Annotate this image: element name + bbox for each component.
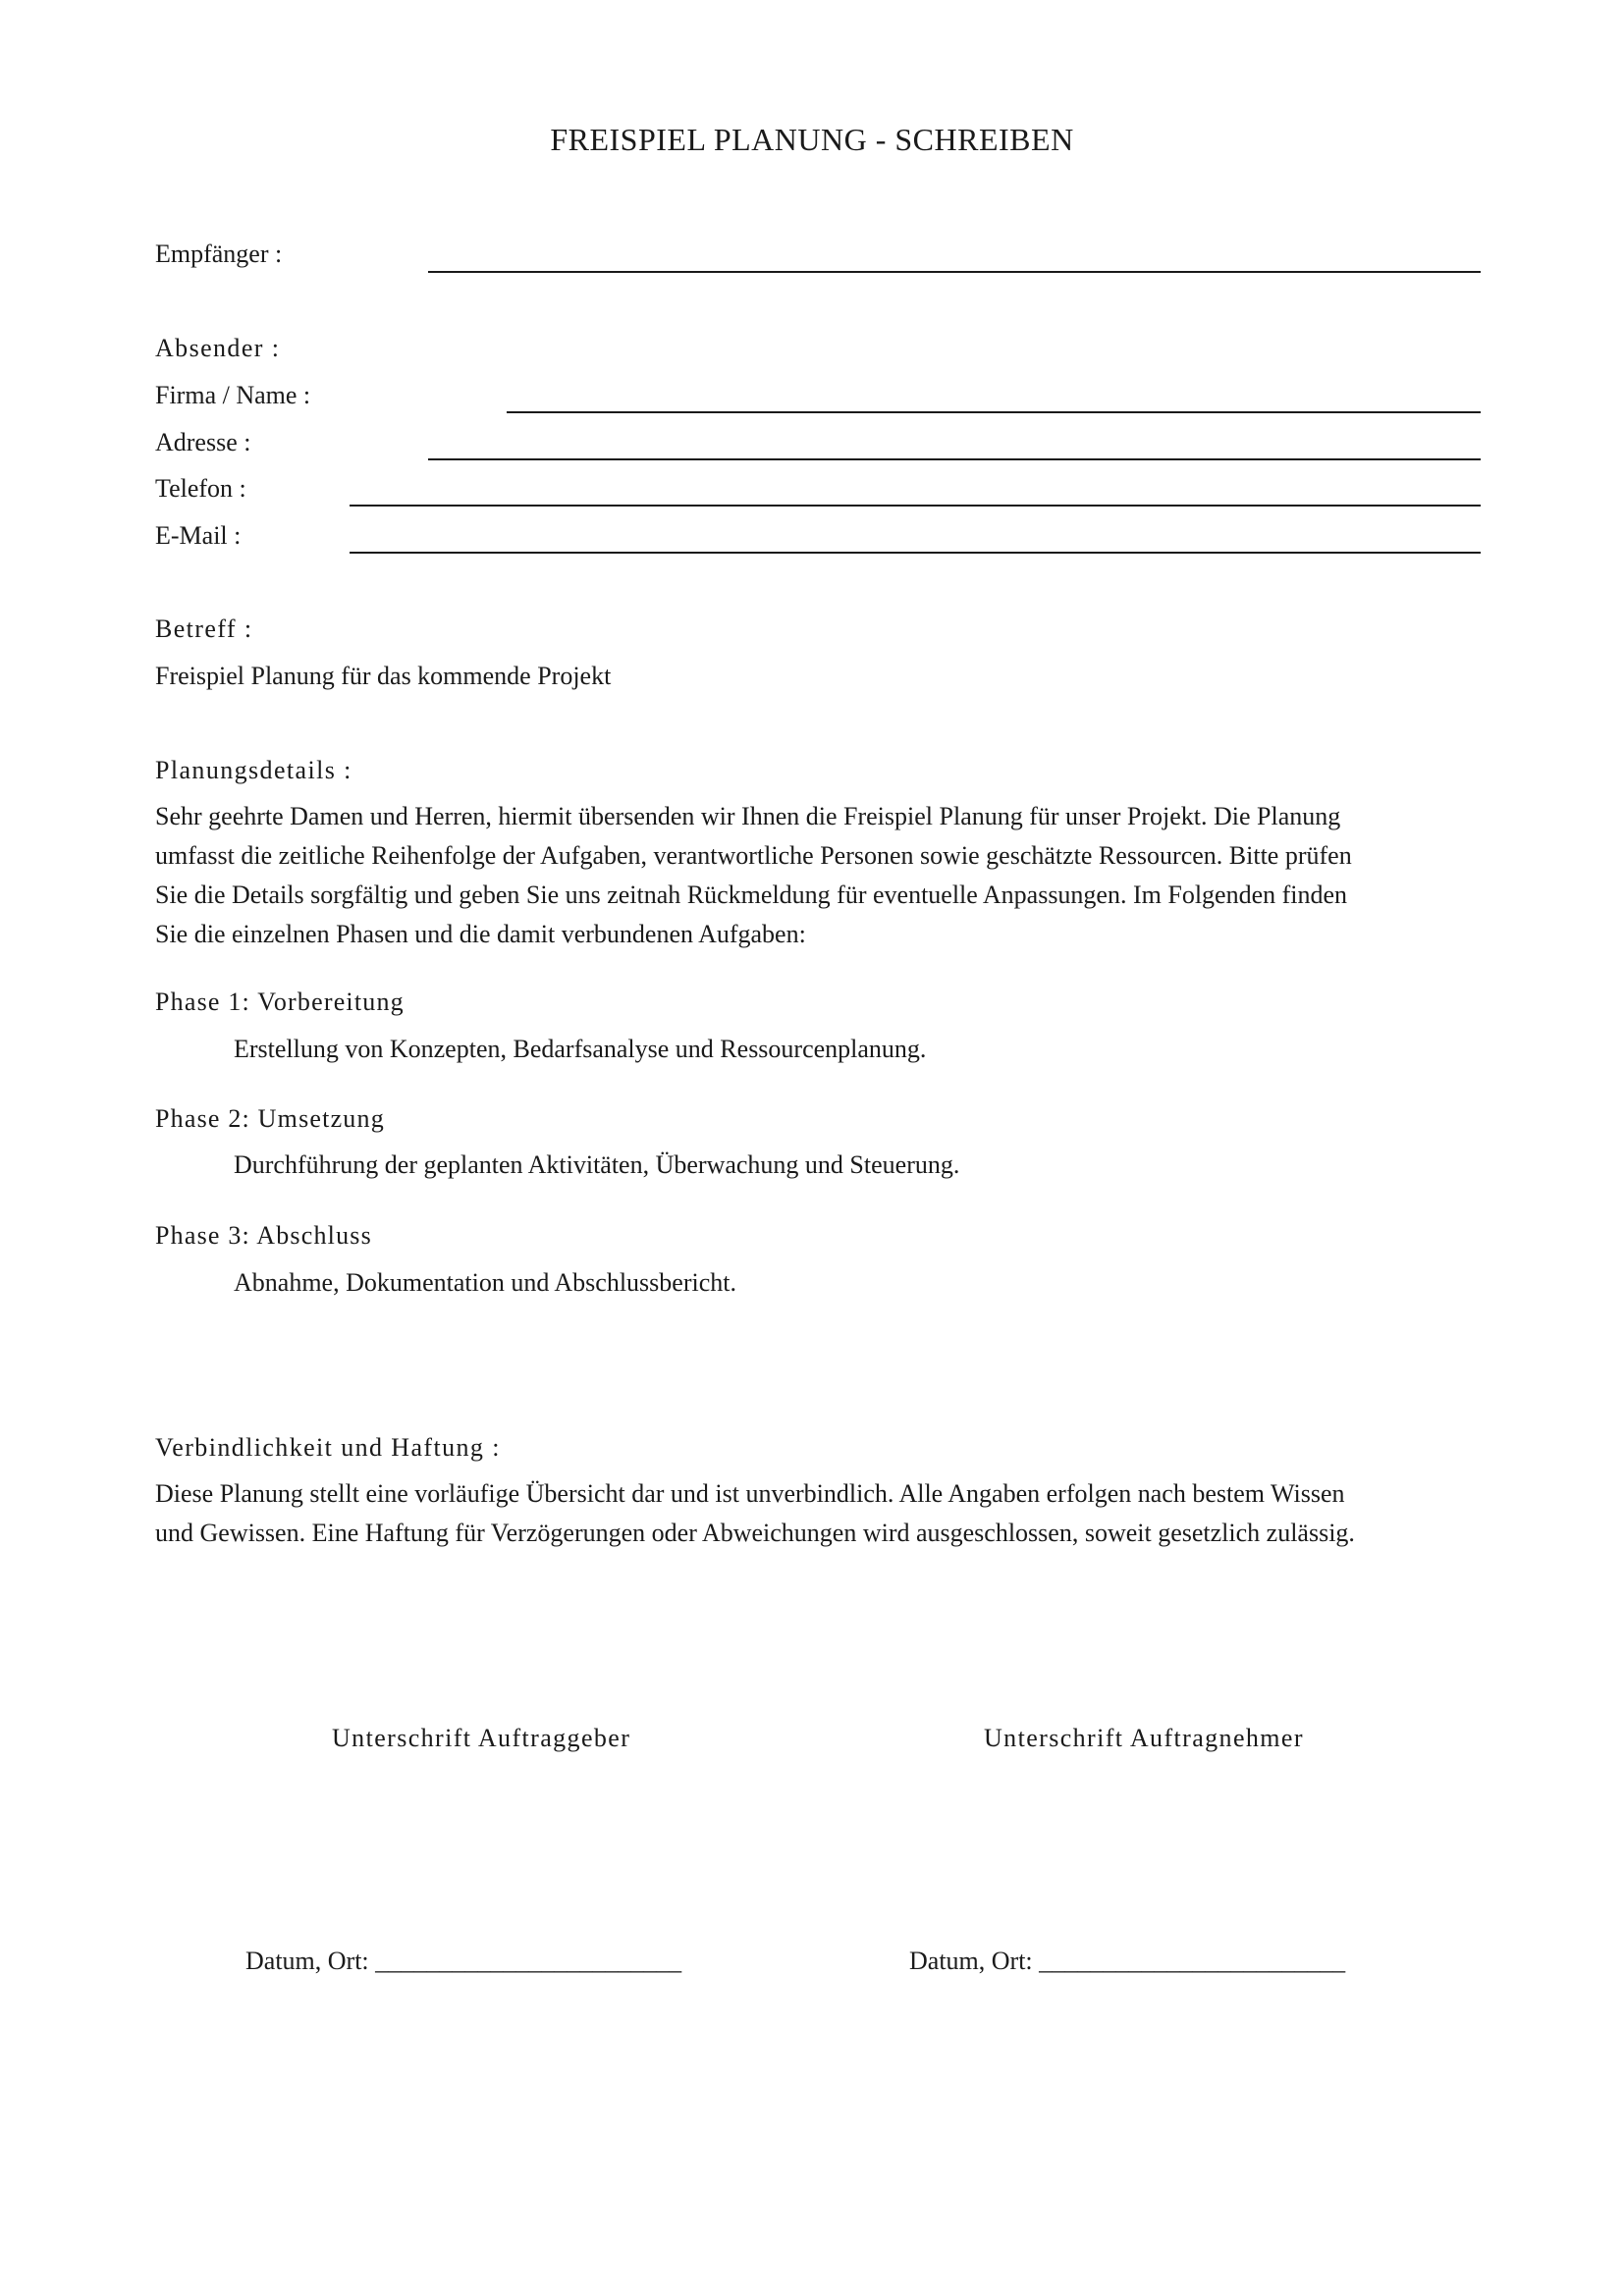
liability-paragraph <box>155 1474 1481 1553</box>
phase-3-title: Phase 3: Abschluss <box>155 1221 372 1250</box>
recipient-line <box>428 271 1481 273</box>
client-signature-label: Unterschrift Auftraggeber <box>332 1724 631 1752</box>
liability-heading: Verbindlichkeit und Haftung : <box>155 1433 501 1462</box>
phone-line <box>350 505 1481 507</box>
details-line: Sie die einzelnen Phasen und die damit verbundenen Aufgaben: <box>155 920 806 948</box>
client-date-place-field: Datum, Ort: ________________________ <box>245 1947 682 1975</box>
phase-1-title: Phase 1: Vorbereitung <box>155 988 405 1016</box>
phase-2-description: Durchführung der geplanten Aktivitäten, Überwachung und Steuerung. <box>234 1150 960 1179</box>
email-label: E-Mail : <box>155 521 242 550</box>
details-line: Sie die Details sorgfältig und geben Sie uns zeitnah Rückmeldung für eventuelle Anpassungen. Im Folgenden finden <box>155 881 1348 909</box>
details-line: Sehr geehrte Damen und Herren, hiermit übersenden wir Ihnen die Freispiel Planung für unser Projekt. Die Planung <box>155 802 1341 830</box>
details-line: umfasst die zeitliche Reihenfolge der Aufgaben, verantwortliche Personen sowie geschätzte Ressourcen. Bitte prüfen <box>155 841 1352 870</box>
details-paragraph <box>155 797 1481 954</box>
contractor-signature-label: Unterschrift Auftragnehmer <box>984 1724 1304 1752</box>
document-title: FREISPIEL PLANUNG - SCHREIBEN <box>550 122 1074 157</box>
phase-2-title: Phase 2: Umsetzung <box>155 1104 385 1133</box>
email-line <box>350 552 1481 554</box>
phase-3-description: Abnahme, Dokumentation und Abschlussbericht. <box>234 1268 736 1297</box>
subject-heading: Betreff : <box>155 614 253 643</box>
phone-label: Telefon : <box>155 474 246 503</box>
sender-heading: Absender : <box>155 334 281 362</box>
details-heading: Planungsdetails : <box>155 756 352 784</box>
phase-1-description: Erstellung von Konzepten, Bedarfsanalyse und Ressourcenplanung. <box>234 1035 927 1063</box>
address-line <box>428 458 1481 460</box>
recipient-label: Empfänger : <box>155 240 283 268</box>
liability-line: Diese Planung stellt eine vorläufige Übersicht dar und ist unverbindlich. Alle Angaben erfolgen nach bestem Wissen <box>155 1479 1345 1508</box>
subject-text: Freispiel Planung für das kommende Projekt <box>155 662 612 690</box>
company-line <box>507 411 1481 413</box>
company-label: Firma / Name : <box>155 381 311 409</box>
address-label: Adresse : <box>155 428 251 456</box>
contractor-date-place-field: Datum, Ort: ________________________ <box>909 1947 1346 1975</box>
liability-line: und Gewissen. Eine Haftung für Verzögerungen oder Abweichungen wird ausgeschlossen, soweit gesetzlich zulässig. <box>155 1519 1355 1547</box>
